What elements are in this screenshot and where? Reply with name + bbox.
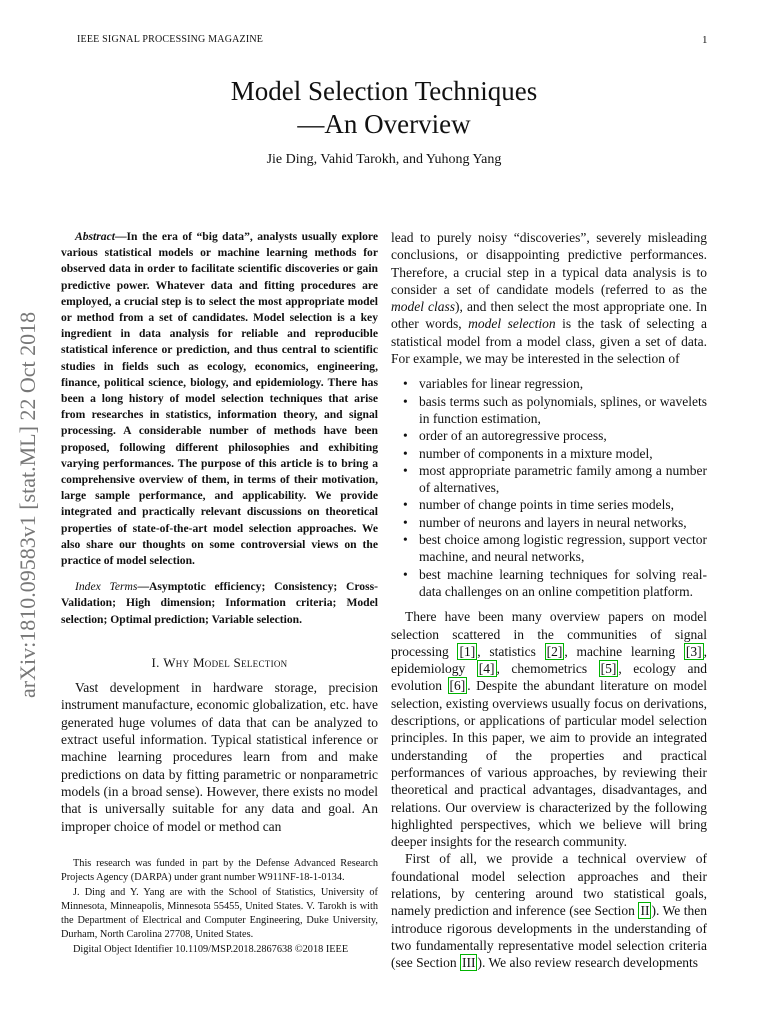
right-paragraph-3 (391, 850, 707, 971)
right-column (391, 229, 707, 971)
citation-link-6[interactable]: [6] (449, 678, 466, 694)
p2-text-a: There have been many overview papers on model selection scattered in the communities of signal processing (391, 609, 707, 659)
abstract-lead: Abstract (75, 230, 115, 243)
section-link-III[interactable]: III (461, 955, 476, 971)
abstract (61, 229, 378, 569)
list-item: • order of an autoregressive process, (419, 427, 707, 444)
p2-text-g: . Despite the abundant literature on model selection, existing overviews usually focus on derivations, descriptions, or applications of particular model selection principles. In this paper, we aim to provide an integrated understanding of the properties and practical performances of various approaches, by reviewing their theoretical and practical advantages, disadvantages, and relations. Our overview is characterized by the following highlighted perspectives, which we believe will bring deeper insights for the research community. (391, 678, 707, 850)
p2-text-c: , machine learning (564, 643, 684, 659)
left-body-paragraph: Vast development in hardware storage, precision instrument manufacture, economic globalization, etc. have generated huge volumes of data that can be analyzed to extract useful information. Typical statistical inference or machine learning procedures learn from and make predictions on data by fitting parametric or nonparametric models (in a broad sense). However, there exists no model that is universally suitable for any data and goal. An improper choice of model or method can (61, 680, 378, 834)
author-list: Jie Ding, Vahid Tarokh, and Yuhong Yang (266, 152, 502, 167)
section-link-II[interactable]: II (640, 903, 650, 919)
p1-text-b: ), and then select the most appropriate one. In other words, (391, 299, 707, 332)
abstract-text: —In the era of “big data”, analysts usually explore various statistical models or machine learning methods for observed data in order to facilitate scientific discoveries or gain predictive power. Whatever data and fitting procedures are employed, a crucial step is to select the most appropriate model or method from a set of candidates. Model selection is a key ingredient in data analysis for reliable and reproducible statistical inference or prediction, and thus central to scientific studies in fields such as ecology, economics, engineering, finance, political science, biology, and epidemiology. There has been a long history of model selection techniques that arise from researches in statistics, information theory, and signal processing. A considerable number of methods have been proposed, following different philosophies and exhibiting varying performances. The purpose of this article is to bring a comprehensive overview of them, in terms of their motivation, large sample performance, and applicability. We provide integrated and practically relevant discussions on theoretical properties of state-of-the-art model selection approaches. We also share our thoughts on some controversial views on the practice of model selection. (61, 230, 378, 568)
list-item: • most appropriate parametric family among a number of alternatives, (419, 462, 707, 497)
left-column (61, 229, 378, 835)
p2-text-b: , statistics (477, 643, 545, 659)
p1-text-c: is the task of selecting a statistical model from a model class, given a set of data. For example, we may be interested in the selection of (391, 316, 707, 367)
p3-text-a: First of all, we provide a technical overview of foundational model selection approaches and their relations, by centering around two statistical goals, namely prediction and inference (see Section (391, 851, 707, 919)
p2-text-e: , chemometrics (496, 661, 599, 677)
paper-title (0, 75, 768, 141)
p3-text-b: ). We then introduce rigorous developments in the understanding of two fundamentally representative model selection criteria (see Section (391, 903, 707, 971)
right-paragraph-1 (391, 229, 707, 367)
right-paragraph-2 (391, 608, 707, 850)
footnotes (61, 857, 378, 957)
citation-link-5[interactable]: [5] (600, 661, 617, 677)
arxiv-side-stamp: arXiv:1810.09583v1 [stat.ML] 22 Oct 2018 (15, 311, 40, 698)
title-line-1: Model Selection Techniques (230, 76, 538, 106)
list-item: • basis terms such as polynomials, splines, or wavelets in function estimation, (419, 393, 707, 428)
footnote-funding: This research was funded in part by the Defense Advanced Research Projects Agency (DARPA) under grant number W911NF-18-1-0134. (61, 858, 378, 884)
list-item: • number of change points in time series models, (419, 496, 707, 513)
index-terms (61, 579, 378, 628)
selection-examples-list (391, 375, 707, 600)
citation-link-1[interactable]: [1] (459, 643, 476, 659)
section-heading-1 (61, 654, 378, 671)
p1-text-a: lead to purely noisy “discoveries”, severely misleading conclusions, or disappointing predictive performances. Therefore, a crucial step in a typical data analysis is to consider a set of candidate models (referred to as the (391, 230, 707, 297)
citation-link-2[interactable]: [2] (546, 643, 563, 659)
p1-emphasis-model-class: model class (391, 299, 456, 315)
footnote-affiliations: J. Ding and Y. Yang are with the School of Statistics, University of Minnesota, Minneapolis, Minnesota 55455, United States. V. Tarokh is with the Department of Electrical and Computer Engineering, Duke University, Durham, North Carolina 27708, United States. (61, 886, 378, 941)
list-item: • best choice among logistic regression, support vector machine, and neural networks, (419, 531, 707, 566)
running-title: IEEE SIGNAL PROCESSING MAGAZINE (77, 34, 264, 45)
title-line-2: —An Overview (297, 109, 471, 139)
p2-text-d: , epidemiology (391, 643, 707, 677)
p1-emphasis-model-selection: model selection (468, 316, 556, 332)
list-item: • number of components in a mixture model, (419, 445, 707, 462)
page-number: 1 (702, 34, 708, 46)
list-item: • best machine learning techniques for solving real-data challenges on an online competition platform. (419, 566, 707, 601)
section-numeral: I. (151, 654, 164, 670)
index-terms-text: —Asymptotic efficiency; Consistency; Cross-Validation; High dimension; Information criteria; Model selection; Optimal prediction; Variable selection. (61, 580, 378, 626)
list-item: • number of neurons and layers in neural networks, (419, 514, 707, 531)
citation-link-3[interactable]: [3] (685, 643, 702, 659)
footnote-doi: Digital Object Identifier 10.1109/MSP.2018.2867638 ©2018 IEEE (73, 943, 349, 955)
list-item: • variables for linear regression, (419, 375, 707, 392)
index-terms-lead: Index Terms (75, 580, 138, 594)
p2-text-f: , ecology and evolution (391, 661, 707, 694)
citation-link-4[interactable]: [4] (478, 661, 495, 677)
p3-text-c: ). We also review research developments (477, 955, 699, 971)
section-title: Why Model Selection (163, 654, 288, 670)
